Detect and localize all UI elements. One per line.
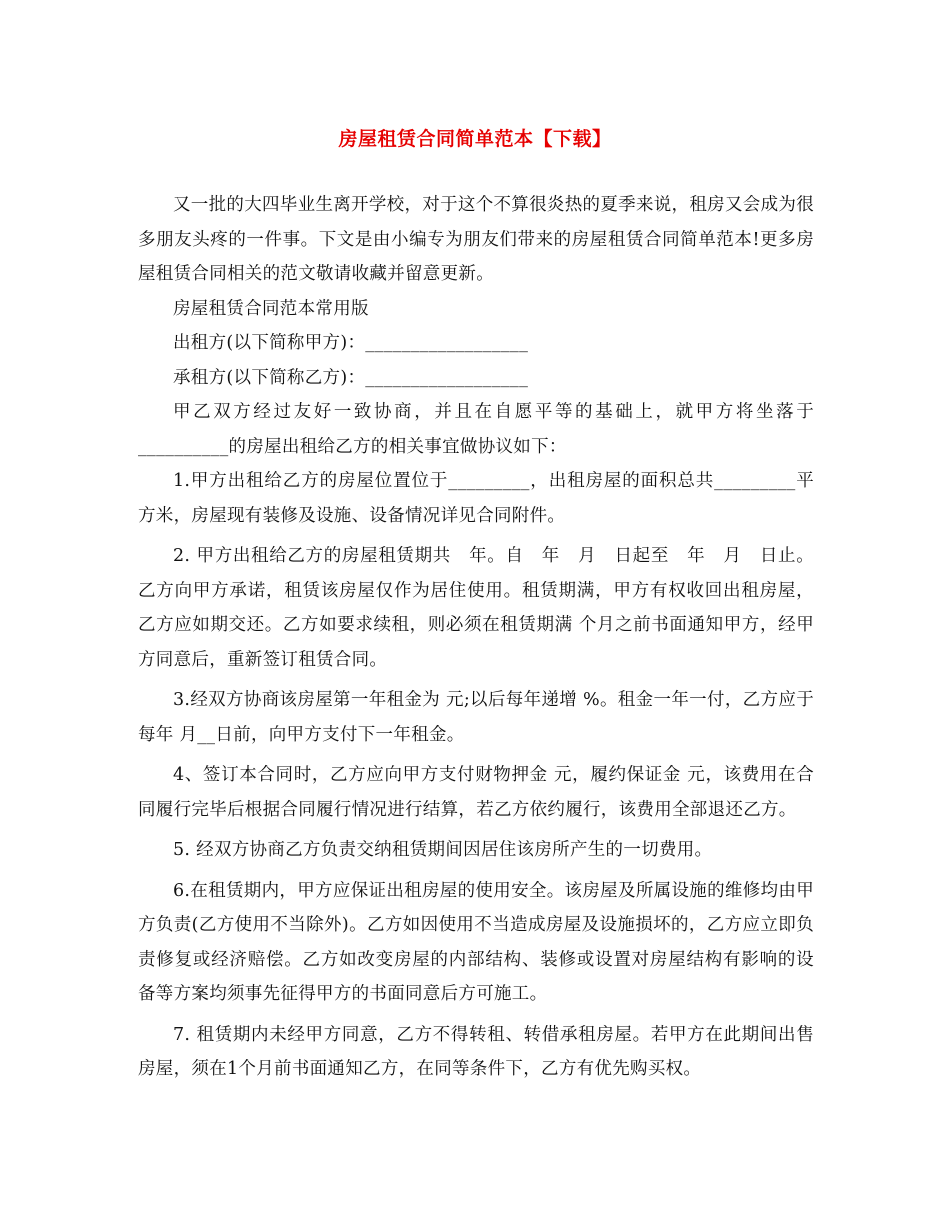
clause-7: 7. 租赁期内未经甲方同意，乙方不得转租、转借承租房屋。若甲方在此期间出售房屋，须在1个月前书面通知乙方，在同等条件下，乙方有优先购买权。	[138, 1024, 814, 1079]
clause-5: 5. 经双方协商乙方负责交纳租赁期间因居住该房所产生的一切费用。	[173, 840, 713, 860]
clause-3: 3.经双方协商该房屋第一年租金为 元;以后每年递增 %。租金一年一付，乙方应于每年 月__日前，向甲方支付下一年租金。	[138, 690, 814, 745]
document-title: 房屋租赁合同简单范本【下载】	[338, 128, 612, 150]
section-heading: 房屋租赁合同范本常用版	[173, 298, 369, 319]
intro-paragraph: 又一批的大四毕业生离开学校，对于这个不算很炎热的夏季来说，租房又会成为很多朋友头疼的一件事。下文是由小编专为朋友们带来的房屋租赁合同简单范本!更多房屋租赁合同相关的范文敬请收藏并留意更新。	[138, 195, 814, 284]
clause-2: 2. 甲方出租给乙方的房屋租赁期共 年。自 年 月 日起至 年 月 日止。乙方向甲方承诺，租赁该房屋仅作为居住使用。租赁期满，甲方有权收回出租房屋，乙方应如期交还。乙方如要求续租，则必须在租赁期满 个月之前书面通知甲方，经甲方同意后，重新签订租赁合同。	[138, 546, 814, 670]
clause-6: 6.在租赁期内，甲方应保证出租房屋的使用安全。该房屋及所属设施的维修均由甲方负责(乙方使用不当除外)。乙方如因使用不当造成房屋及设施损坏的，乙方应立即负责修复或经济赔偿。乙方如改变房屋的内部结构、装修或设置对房屋结构有影响的设备等方案均须事先征得甲方的书面同意后方可施工。	[138, 880, 814, 1004]
lessee-line: 承租方(以下简称乙方)：__________________	[173, 367, 529, 388]
clause-4: 4、签订本合同时，乙方应向甲方支付财物押金 元，履约保证金 元，该费用在合同履行完毕后根据合同履行情况进行结算，若乙方依约履行，该费用全部退还乙方。	[138, 765, 814, 820]
agreement-paragraph: 甲乙双方经过友好一致协商，并且在自愿平等的基础上，就甲方将坐落于__________的房屋出租给乙方的相关事宜做协议如下：	[138, 402, 814, 457]
clause-1: 1.甲方出租给乙方的房屋位置位于_________，出租房屋的面积总共_________平方米，房屋现有装修及设施、设备情况详见合同附件。	[138, 471, 814, 526]
lessor-line: 出租方(以下简称甲方)：__________________	[173, 333, 529, 353]
document-body	[138, 188, 814, 1087]
